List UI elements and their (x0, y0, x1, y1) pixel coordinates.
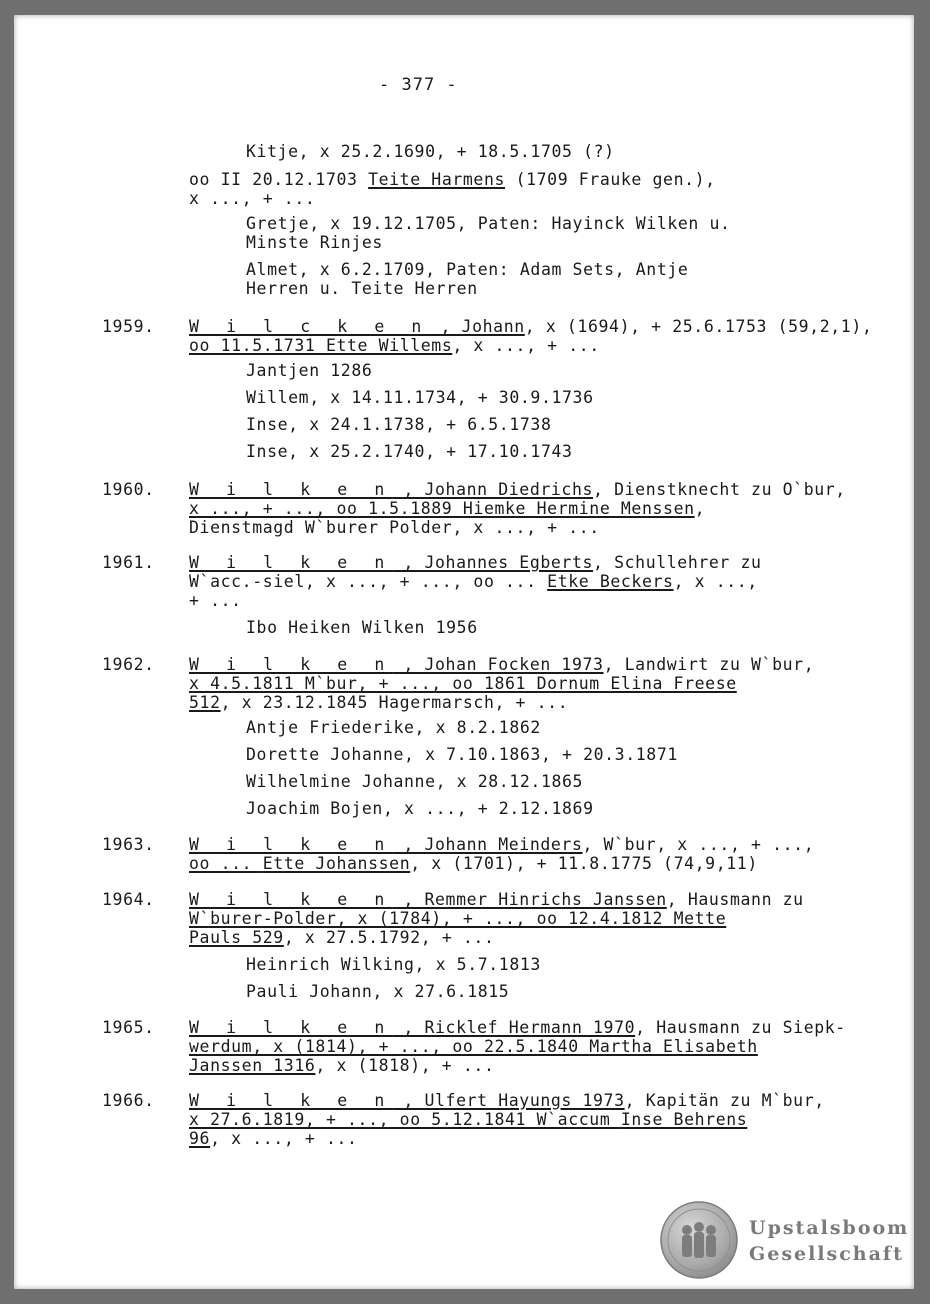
given-name: , Ulfert Hayungs 1973 (392, 1091, 625, 1110)
marriage-line: W`acc.-siel, x ..., + ..., oo ... Etke Beckers, x ..., (189, 572, 758, 591)
surname: W i l k e n (189, 1018, 393, 1037)
surname: W i l k e n (189, 890, 393, 909)
spouse-name: Mette (673, 909, 727, 928)
marriage-line: oo ... Ette Johanssen, x (1701), + 11.8.1775 (74,9,11) (189, 854, 758, 873)
given-name: , Ricklef Hermann 1970 (392, 1018, 636, 1037)
watermark-text: Upstalsboom Gesellschaft (749, 1217, 910, 1265)
marriage-line: Janssen 1316, x (1818), + ... (189, 1056, 495, 1075)
entry-heading: W i l c k e n , Johann, x (1694), + 25.6.1753 (59,2,1), (189, 317, 873, 336)
child-entry: Kitje, x 25.2.1690, + 18.5.1705 (?) (246, 142, 615, 161)
entry-heading: W i l k e n , Johannes Egberts, Schullehrer zu (189, 553, 762, 572)
spouse-name: Martha Elisabeth (589, 1037, 758, 1056)
marriage-line: x ..., + ..., oo 1.5.1889 Hiemke Hermine Menssen, (189, 499, 706, 518)
entry-heading: W i l k e n , Ricklef Hermann 1970, Hausmann zu Siepk- (189, 1018, 846, 1037)
page-number: - 377 - (379, 75, 458, 95)
child-entry: Minste Rinjes (246, 233, 383, 252)
entry-number: 1959. (102, 317, 155, 336)
child-entry: Antje Friederike, x 8.2.1862 (246, 718, 541, 737)
spouse-name: Janssen 1316 (189, 1056, 316, 1075)
entry-number: 1964. (102, 890, 155, 909)
entry-line: + ... (189, 591, 242, 610)
given-name: , Johann Diedrichs (392, 480, 594, 499)
spouse-name: Teite Harmens (368, 170, 506, 189)
child-entry: Almet, x 6.2.1709, Paten: Adam Sets, Antje (246, 260, 689, 279)
given-name: , Johann (429, 317, 525, 336)
marriage-line: x ..., + ... (189, 189, 316, 208)
entry-number: 1963. (102, 835, 155, 854)
marriage-line: oo II 20.12.1703 Teite Harmens (1709 Frauke gen.), (189, 170, 716, 189)
given-name: , Remmer Hinrichs Janssen (392, 890, 667, 909)
marriage-line: oo 11.5.1731 Ette Willems, x ..., + ... (189, 336, 600, 355)
entry-heading: W i l k e n , Remmer Hinrichs Janssen, Hausmann zu (189, 890, 804, 909)
entry-line: Dienstmagd W`burer Polder, x ..., + ... (189, 518, 600, 537)
marriage-line: werdum, x (1814), + ..., oo 22.5.1840 Martha Elisabeth (189, 1037, 758, 1056)
surname: W i l c k e n (189, 317, 430, 336)
marriage-line: x 4.5.1811 M`bur, + ..., oo 1861 Dornum Elina Freese (189, 674, 737, 693)
child-entry: Wilhelmine Johanne, x 28.12.1865 (246, 772, 584, 791)
marriage-line: 512, x 23.12.1845 Hagermarsch, + ... (189, 693, 569, 712)
entry-number: 1962. (102, 655, 155, 674)
given-name: , Johan Focken 1973 (392, 655, 604, 674)
spouse-name: Etke Beckers (547, 572, 674, 591)
entry-heading: W i l k e n , Johann Meinders, W`bur, x ..., + ..., (189, 835, 815, 854)
marriage-line: W`burer-Polder, x (1784), + ..., oo 12.4.1812 Mette (189, 909, 727, 928)
entry-number: 1961. (102, 553, 155, 572)
surname: W i l k e n (189, 835, 393, 854)
child-entry: Jantjen 1286 (246, 361, 373, 380)
child-entry: Heinrich Wilking, x 5.7.1813 (246, 955, 541, 974)
child-entry: Inse, x 24.1.1738, + 6.5.1738 (246, 415, 552, 434)
spouse-name: 512 (189, 693, 221, 712)
marriage-line: 96, x ..., + ... (189, 1129, 358, 1148)
entry-heading: W i l k e n , Johan Focken 1973, Landwirt zu W`bur, (189, 655, 815, 674)
marriage-line: Pauls 529, x 27.5.1792, + ... (189, 928, 495, 947)
given-name: , Johannes Egberts (392, 553, 594, 572)
document-page (14, 15, 914, 1289)
marriage-line: x 27.6.1819, + ..., oo 5.12.1841 W`accum Inse Behrens (189, 1110, 748, 1129)
surname: W i l k e n (189, 655, 393, 674)
given-name: , Johann Meinders (392, 835, 583, 854)
surname: W i l k e n (189, 553, 393, 572)
spouse-name: Hiemke Hermine Menssen (462, 499, 695, 518)
entry-number: 1966. (102, 1091, 155, 1110)
child-entry: Inse, x 25.2.1740, + 17.10.1743 (246, 442, 573, 461)
child-entry: Pauli Johann, x 27.6.1815 (246, 982, 510, 1001)
child-entry: Willem, x 14.11.1734, + 30.9.1736 (246, 388, 594, 407)
child-entry: Dorette Johanne, x 7.10.1863, + 20.3.1871 (246, 745, 678, 764)
surname: W i l k e n (189, 480, 393, 499)
spouse-name: Pauls 529 (189, 928, 284, 947)
entry-number: 1965. (102, 1018, 155, 1037)
spouse-name: Ette Willems (325, 336, 453, 355)
child-entry: Joachim Bojen, x ..., + 2.12.1869 (246, 799, 594, 818)
child-entry: Ibo Heiken Wilken 1956 (246, 618, 478, 637)
seal-icon (659, 1200, 739, 1280)
spouse-name: 96 (189, 1129, 211, 1148)
surname: W i l k e n (189, 1091, 393, 1110)
spouse-name: Ette Johanssen (262, 854, 411, 873)
entry-heading: W i l k e n , Ulfert Hayungs 1973, Kapitän zu M`bur, (189, 1091, 825, 1110)
child-entry: Herren u. Teite Herren (246, 279, 478, 298)
entry-number: 1960. (102, 480, 155, 499)
entry-heading: W i l k e n , Johann Diedrichs, Dienstknecht zu O`bur, (189, 480, 846, 499)
spouse-name: Inse Behrens (620, 1110, 748, 1129)
spouse-name: Elina Freese (610, 674, 737, 693)
child-entry: Gretje, x 19.12.1705, Paten: Hayinck Wilken u. (246, 214, 731, 233)
